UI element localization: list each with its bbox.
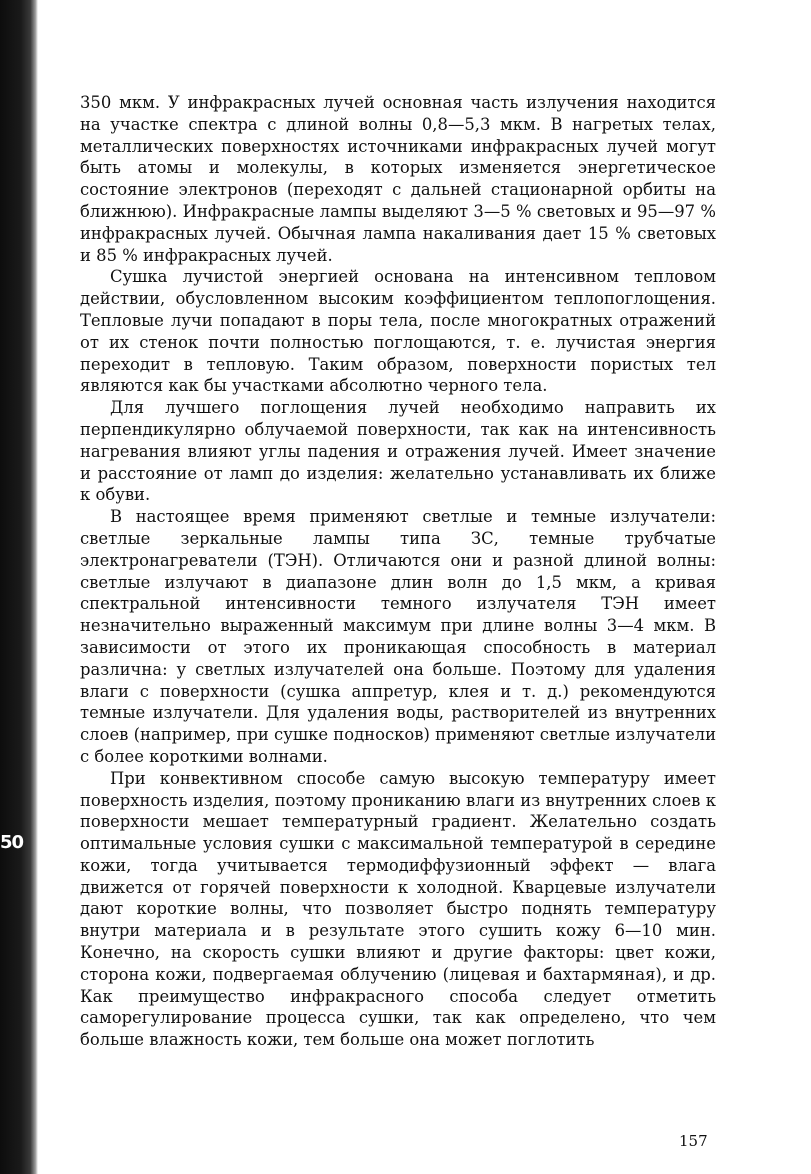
- paragraph-1: 350 мкм. У инфракрасных лучей основная часть излучения находится на участке спектра с длиной волны 0,8—5,3 мкм. В нагретых телах, металлических поверхностях источниками инфракрасных лучей могут быть атомы и молекулы, в которых изменяется энергетическое состояние электронов (переходят с дальней стационарной орбиты на ближнюю). Инфракрасные лампы выделяют 3—5 % световых и 95—97 % инфракрасных лучей. Обычная лампа накаливания дает 15 % световых и 85 % инфракрасных лучей.: [80, 93, 716, 265]
- paragraph-2: Сушка лучистой энергией основана на интенсивном тепловом действии, обусловленном высоким коэффициентом теплопоглощения. Тепловые лучи попадают в поры тела, после многократных отражений от их стенок почти полностью поглощаются, т. е. лучистая энергия переходит в тепловую. Таким образом, поверхности пористых тел являются как бы участками абсолютно черного тела.: [80, 267, 716, 396]
- page-binding-edge: [0, 0, 38, 1174]
- paragraph-5: При конвективном способе самую высокую температуру имеет поверхность изделия, поэтому прониканию влаги из внутренних слоев к поверхности мешает температурный градиент. Желательно создать оптимальные условия сушки с максимальной температурой в середине кожи, тогда учитывается термодиффузионный эффект — влага движется от горячей поверхности к холодной. Кварцевые излучатели дают короткие волны, что позволяет быстро поднять температуру внутри материала и в результате этого сушить кожу 6—10 мин. Конечно, на скорость сушки влияют и другие факторы: цвет кожи, сторона кожи, подвергаемая облучению (лицевая и бахтармяная), и др. Как преимущество инфракрасного способа следует отметить саморегулирование процесса сушки, так как определено, что чем больше влажность кожи, тем больше она может поглотить: [80, 768, 716, 1050]
- page-number: 157: [679, 1132, 708, 1150]
- page-body: [80, 92, 716, 1051]
- paragraph-4: В настоящее время применяют светлые и темные излучатели: светлые зеркальные лампы типа ЗС, темные трубчатые электронагреватели (ТЭН). Отличаются они и разной длиной волны: светлые излучают в диапазоне длин волн до 1,5 мкм, а кривая спектральной интенсивности темного излучателя ТЭН имеет незначительно выраженный максимум при длине волны 3—4 мкм. В зависимости от этого их проникающая способность в материал различна: у светлых излучателей она больше. Поэтому для удаления влаги с поверхности (сушка аппретур, клея и т. д.) рекомендуются темные излучатели. Для удаления воды, растворителей из внутренних слоев (например, при сушке подносков) применяют светлые излучатели с более короткими волнами.: [80, 507, 716, 766]
- paragraph-3: Для лучшего поглощения лучей необходимо направить их перпендикулярно облучаемой поверхности, так как на интенсивность нагревания влияют углы падения и отражения лучей. Имеет значение и расстояние от ламп до изделия: желательно устанавливать их ближе к обуви.: [80, 398, 716, 505]
- margin-number: 50: [0, 832, 24, 853]
